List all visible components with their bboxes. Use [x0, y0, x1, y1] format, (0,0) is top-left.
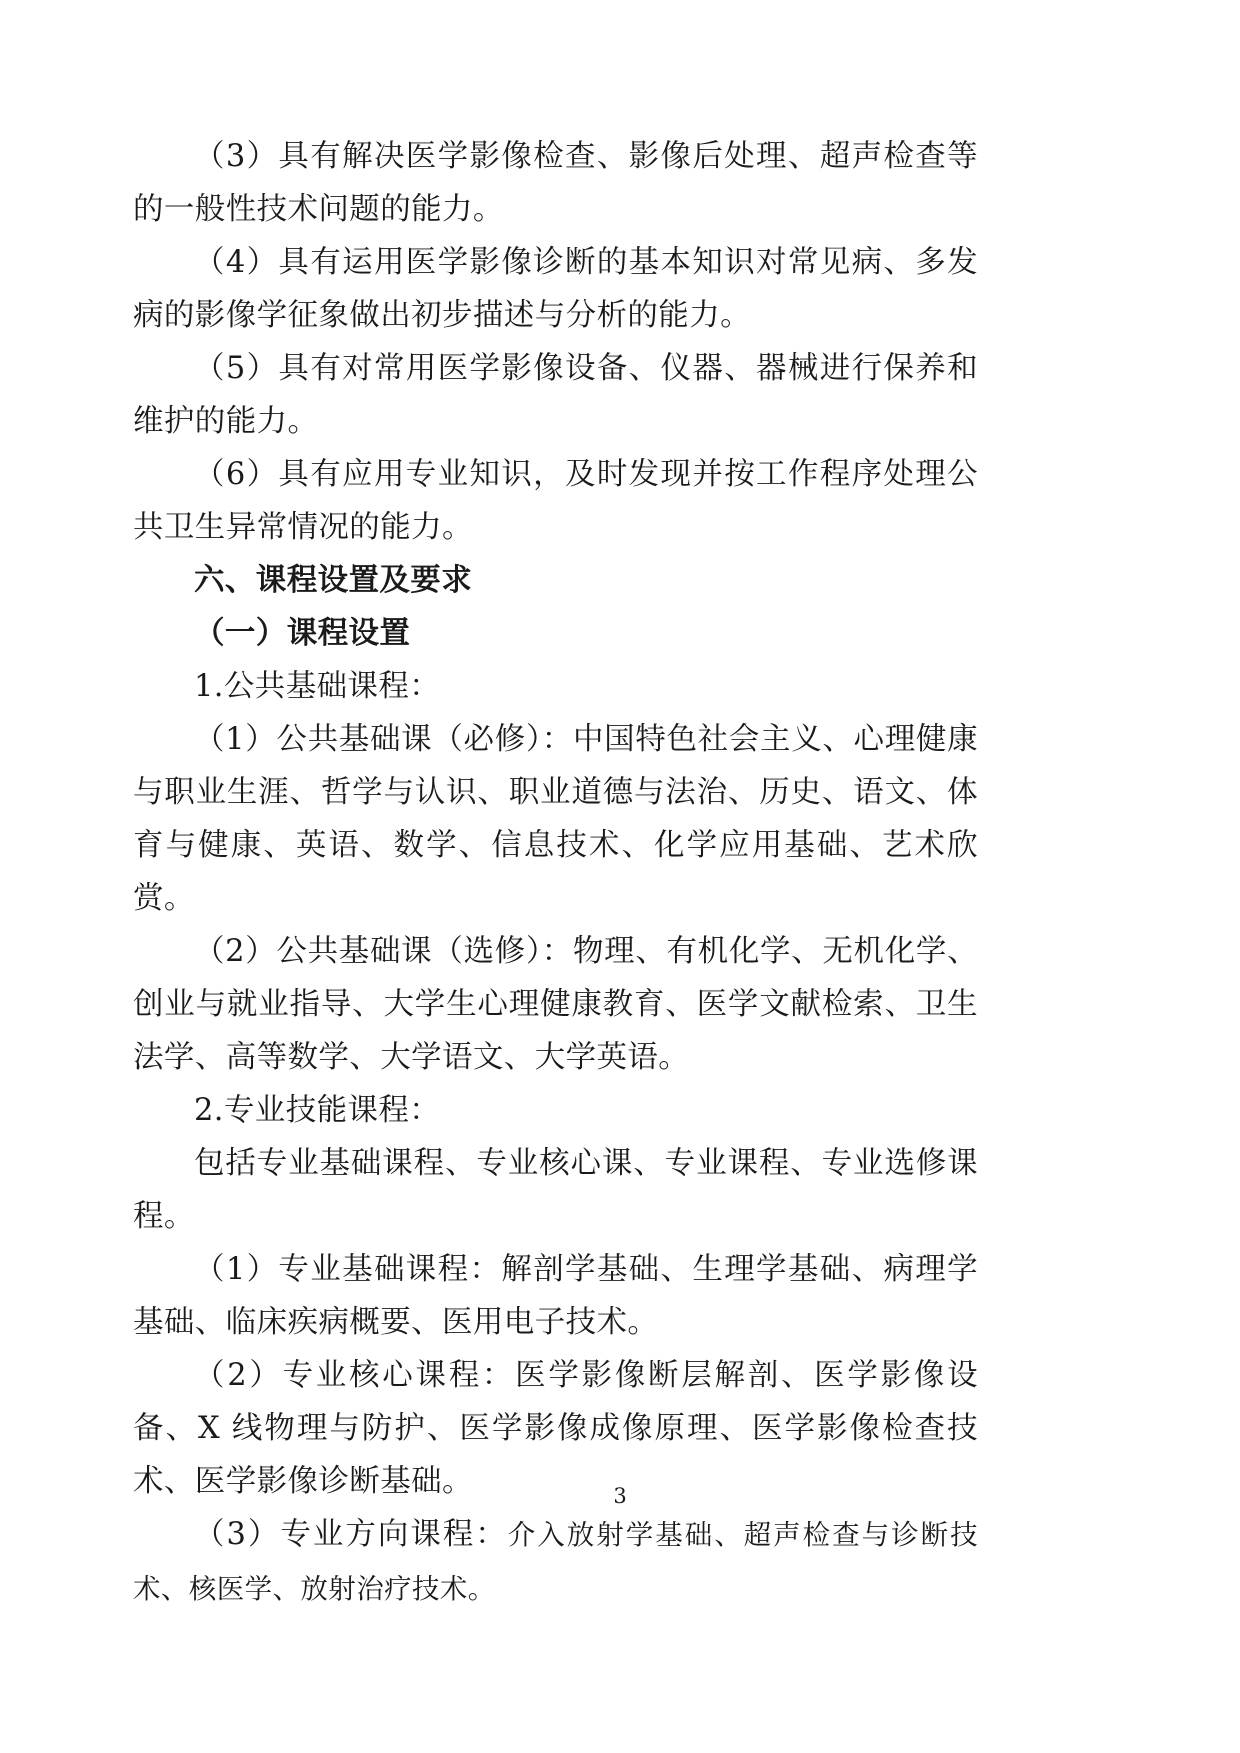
- paragraph-general-courses-title: 1.公共基础课程：: [194, 669, 441, 704]
- paragraph-skill-direction: [133, 1508, 978, 1616]
- document-body: [133, 130, 978, 1616]
- paragraph-skill-direction-list: 介入放射学基础、超声检查与诊断技术、核医学、放射治疗技术。: [133, 1519, 978, 1605]
- paragraph-ability-6: （6）具有应用专业知识，及时发现并按工作程序处理公共卫生异常情况的能力。: [133, 457, 978, 545]
- paragraph-skill-courses-intro: 包括专业基础课程、专业核心课、专业课程、专业选修课程。: [133, 1146, 978, 1234]
- paragraph-skill-courses-title: 2.专业技能课程：: [194, 1093, 441, 1128]
- paragraph-ability-5: （5）具有对常用医学影像设备、仪器、器械进行保养和维护的能力。: [133, 351, 978, 439]
- paragraph-general-required: （1）公共基础课（必修）：中国特色社会主义、心理健康与职业生涯、哲学与认识、职业道德与法治、历史、语文、体育与健康、英语、数学、信息技术、化学应用基础、艺术欣赏。: [133, 722, 978, 916]
- paragraph-ability-4: （4）具有运用医学影像诊断的基本知识对常见病、多发病的影像学征象做出初步描述与分析的能力。: [133, 245, 978, 333]
- page-number: 3: [613, 1484, 627, 1508]
- paragraph-skill-core: （2）专业核心课程：医学影像断层解剖、医学影像设备、X 线物理与防护、医学影像成像原理、医学影像检查技术、医学影像诊断基础。: [133, 1358, 978, 1499]
- subsection-heading-one: （一）课程设置: [194, 615, 411, 651]
- section-heading-six: 六、课程设置及要求: [194, 562, 473, 598]
- paragraph-skill-basic: （1）专业基础课程：解剖学基础、生理学基础、病理学基础、临床疾病概要、医用电子技术。: [133, 1252, 978, 1340]
- paragraph-ability-3: （3）具有解决医学影像检查、影像后处理、超声检查等的一般性技术问题的能力。: [133, 139, 978, 227]
- paragraph-general-elective: （2）公共基础课（选修）：物理、有机化学、无机化学、创业与就业指导、大学生心理健康教育、医学文献检索、卫生法学、高等数学、大学语文、大学英语。: [133, 934, 978, 1075]
- paragraph-skill-direction-prefix: （3）专业方向课程：: [194, 1517, 508, 1552]
